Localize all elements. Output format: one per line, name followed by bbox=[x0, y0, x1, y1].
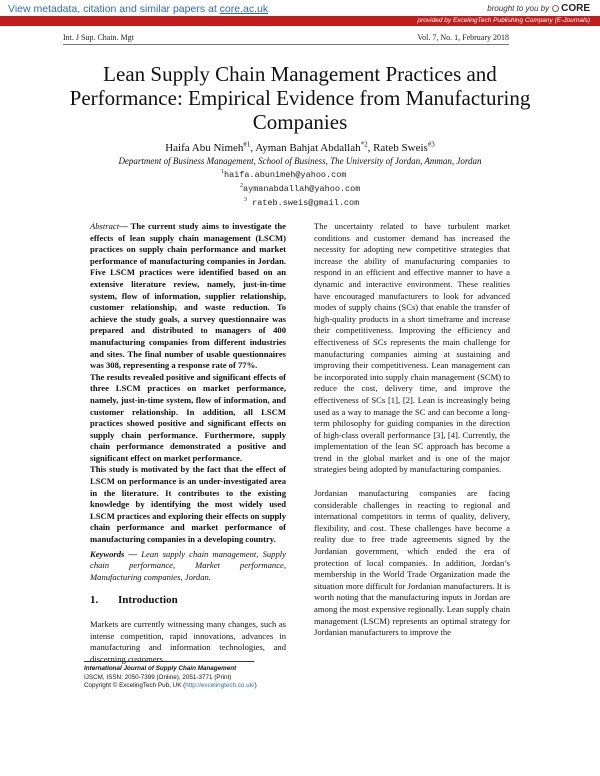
abstract-p1-text: — The current study aims to investigate the effects of lean supply chain management (LSCM) practices on supply chain performance and market performance of manufacturing companies in Jordan. Five LSCM practices were identified based on an extensive literature review, namely, just-in-time system, flow of information, supplier relationship, customer relationship, and waste reduction. To achieve the study goals, a survey questionnaire was prepared and distributed to managers of 400 manufacturing companies from different industries and sites. The final number of usable questionnaires was 308, representing a response rate of 77%. bbox=[90, 221, 286, 371]
core-metadata-link[interactable] bbox=[8, 3, 268, 15]
footer-divider bbox=[84, 661, 254, 662]
running-head-right: Vol. 7, No. 1, February 2018 bbox=[417, 33, 509, 42]
footer-copyright-suffix: ) bbox=[254, 682, 257, 689]
footer-journal bbox=[84, 665, 324, 674]
footer-copyright-prefix: Copyright © ExcelingTech Pub, UK ( bbox=[84, 682, 186, 689]
email-1-text: haifa.abunimeh@yahoo.com bbox=[224, 169, 347, 180]
footer-issn: IJSCM, ISSN: 2050-7399 (Online), 2051-3771 (Print) bbox=[84, 673, 232, 681]
section-title: Introduction bbox=[118, 594, 178, 607]
author-marker: *2 bbox=[360, 140, 368, 148]
core-logo[interactable] bbox=[552, 3, 590, 14]
paper-title: Lean Supply Chain Management Practices and Performance: Empirical Evidence from Manufacturing Companies bbox=[69, 62, 531, 134]
author-marker: #3 bbox=[427, 140, 435, 148]
right-paragraph-1: The uncertainty related to have turbulent market conditions and customer demand has increased the necessity for adopting new competitive strategies that increase the ability of manufacturing companies to respond in an efficient and effective manner to have a dynamic and interactive environment. These realities have encouraged manufacturers to look for advanced modes of supply chains (SCs) that enable the transfer of high-quality products in a short timeframe and increase their competitiveness. Improving the efficiency and effectiveness of SCs represents the main challenge for manufacturing companies aiming at sustaining and improving their competitiveness. Lean management can be incorporated into supply chain management (SCM) to reduce the cost, delivery time, and improve the effectiveness of SCs [1], [2]. Lean is increasingly being used as a way to manage the SC and can become a long-term philosophy for guiding companies in the direction of high-class overall performance [3], [4]. Currently, the implementation of the lean SC approach has become a trend in the global market and is one of the major strategies being adopted by manufacturing companies. bbox=[314, 221, 510, 475]
right-paragraph-2: Jordanian manufacturing companies are facing considerable challenges in reacting to regional and international competitors in terms of quality, delivery, flexibility, and cost. These challenges have become a reality due to free trade agreements signed by the Jordanian government, which ended the era of protection of local companies. In addition, Jordan’s membership in the World Trade Organization made the situation more difficult for Jordanian manufacturers. It is worth noting that the manufacturing inputs in Jordan are among the most expensive regionally. Lean supply chain management (LSCM) represents an optimal strategy for Jordanian manufacturers to improve the bbox=[314, 488, 510, 638]
email-2[interactable] bbox=[240, 183, 360, 194]
abstract-label: Abstract bbox=[90, 221, 120, 231]
keywords bbox=[90, 549, 286, 584]
left-column bbox=[90, 221, 286, 665]
core-logo-icon bbox=[552, 5, 559, 12]
footer-journal-text: International Journal of Supply Chain Management bbox=[84, 665, 237, 672]
email-3-text: rateb.sweis@gmail.com bbox=[252, 197, 360, 208]
email-3[interactable] bbox=[244, 197, 359, 208]
core-logo-text: CORE bbox=[561, 3, 590, 14]
footer bbox=[84, 665, 324, 691]
header-divider bbox=[63, 44, 509, 45]
paragraph-gap bbox=[314, 476, 510, 488]
intro-paragraph: Markets are currently witnessing many changes, such as intense competition, rapid innovations, advances in manufacturing and information technologies, and discerning customers. bbox=[90, 619, 286, 664]
email-2-text: aymanabdallah@yahoo.com bbox=[243, 183, 361, 194]
brought-to-you-label: brought to you by bbox=[487, 4, 550, 13]
email-1-marker: 1 bbox=[221, 169, 224, 175]
authors-text: Haifa Abu Nimeh$^{\#1}$, Ayman Bahjat Abdallah$^{*2}$, Rateb Sweis$^{\#3}$ bbox=[165, 140, 435, 154]
footer-copyright bbox=[84, 682, 324, 691]
footer-link[interactable]: http://excelingtech.co.uk/ bbox=[185, 682, 255, 689]
brought-to-you bbox=[487, 3, 590, 14]
abstract-p3: This study is motivated by the fact that the effect of LSCM on performance is an under-investigated area in the literature. It contributes to the existing knowledge by identifying the most widely used LSCM practices and exploring their effects on supply chain performance and market performance of manufacturing companies in a developing country. bbox=[90, 464, 286, 545]
running-head bbox=[63, 33, 509, 42]
affiliation: Department of Business Management, School of Business, The University of Jordan, Amman, Jordan bbox=[118, 156, 482, 166]
abstract-p1 bbox=[90, 221, 286, 372]
provided-by[interactable]: provided by ExcelingTech Publishing Company (E-Journals) bbox=[417, 17, 590, 24]
author-marker: #1 bbox=[243, 140, 251, 148]
core-link-url[interactable]: core.ac.uk bbox=[219, 3, 269, 15]
running-head-left: Int. J Sup. Chain. Mgt bbox=[63, 33, 134, 42]
keywords-label: Keywords — bbox=[90, 548, 138, 559]
email-2-marker: 2 bbox=[240, 183, 243, 189]
section-heading-introduction bbox=[90, 595, 286, 607]
keywords-text: Lean supply chain management, Supply chain performance, Market performance, Manufacturing companies, Jordan. bbox=[90, 548, 286, 582]
right-column bbox=[314, 221, 510, 639]
authors bbox=[60, 140, 540, 154]
abstract-p2: The results revealed positive and significant effects of three LSCM practices on market performance, namely, just-in-time system, flow of information, and customer relationship. In addition, all LSCM practices showed positive and significant effects on supply chain performance. Furthermore, supply chain performance demonstrated a positive and significant effect on market performance. bbox=[90, 371, 286, 463]
core-link-prefix: View metadata, citation and similar papers at bbox=[8, 3, 220, 15]
email-1[interactable] bbox=[221, 169, 346, 180]
section-number: 1. bbox=[90, 594, 99, 607]
email-3-marker: 3 bbox=[244, 197, 247, 203]
